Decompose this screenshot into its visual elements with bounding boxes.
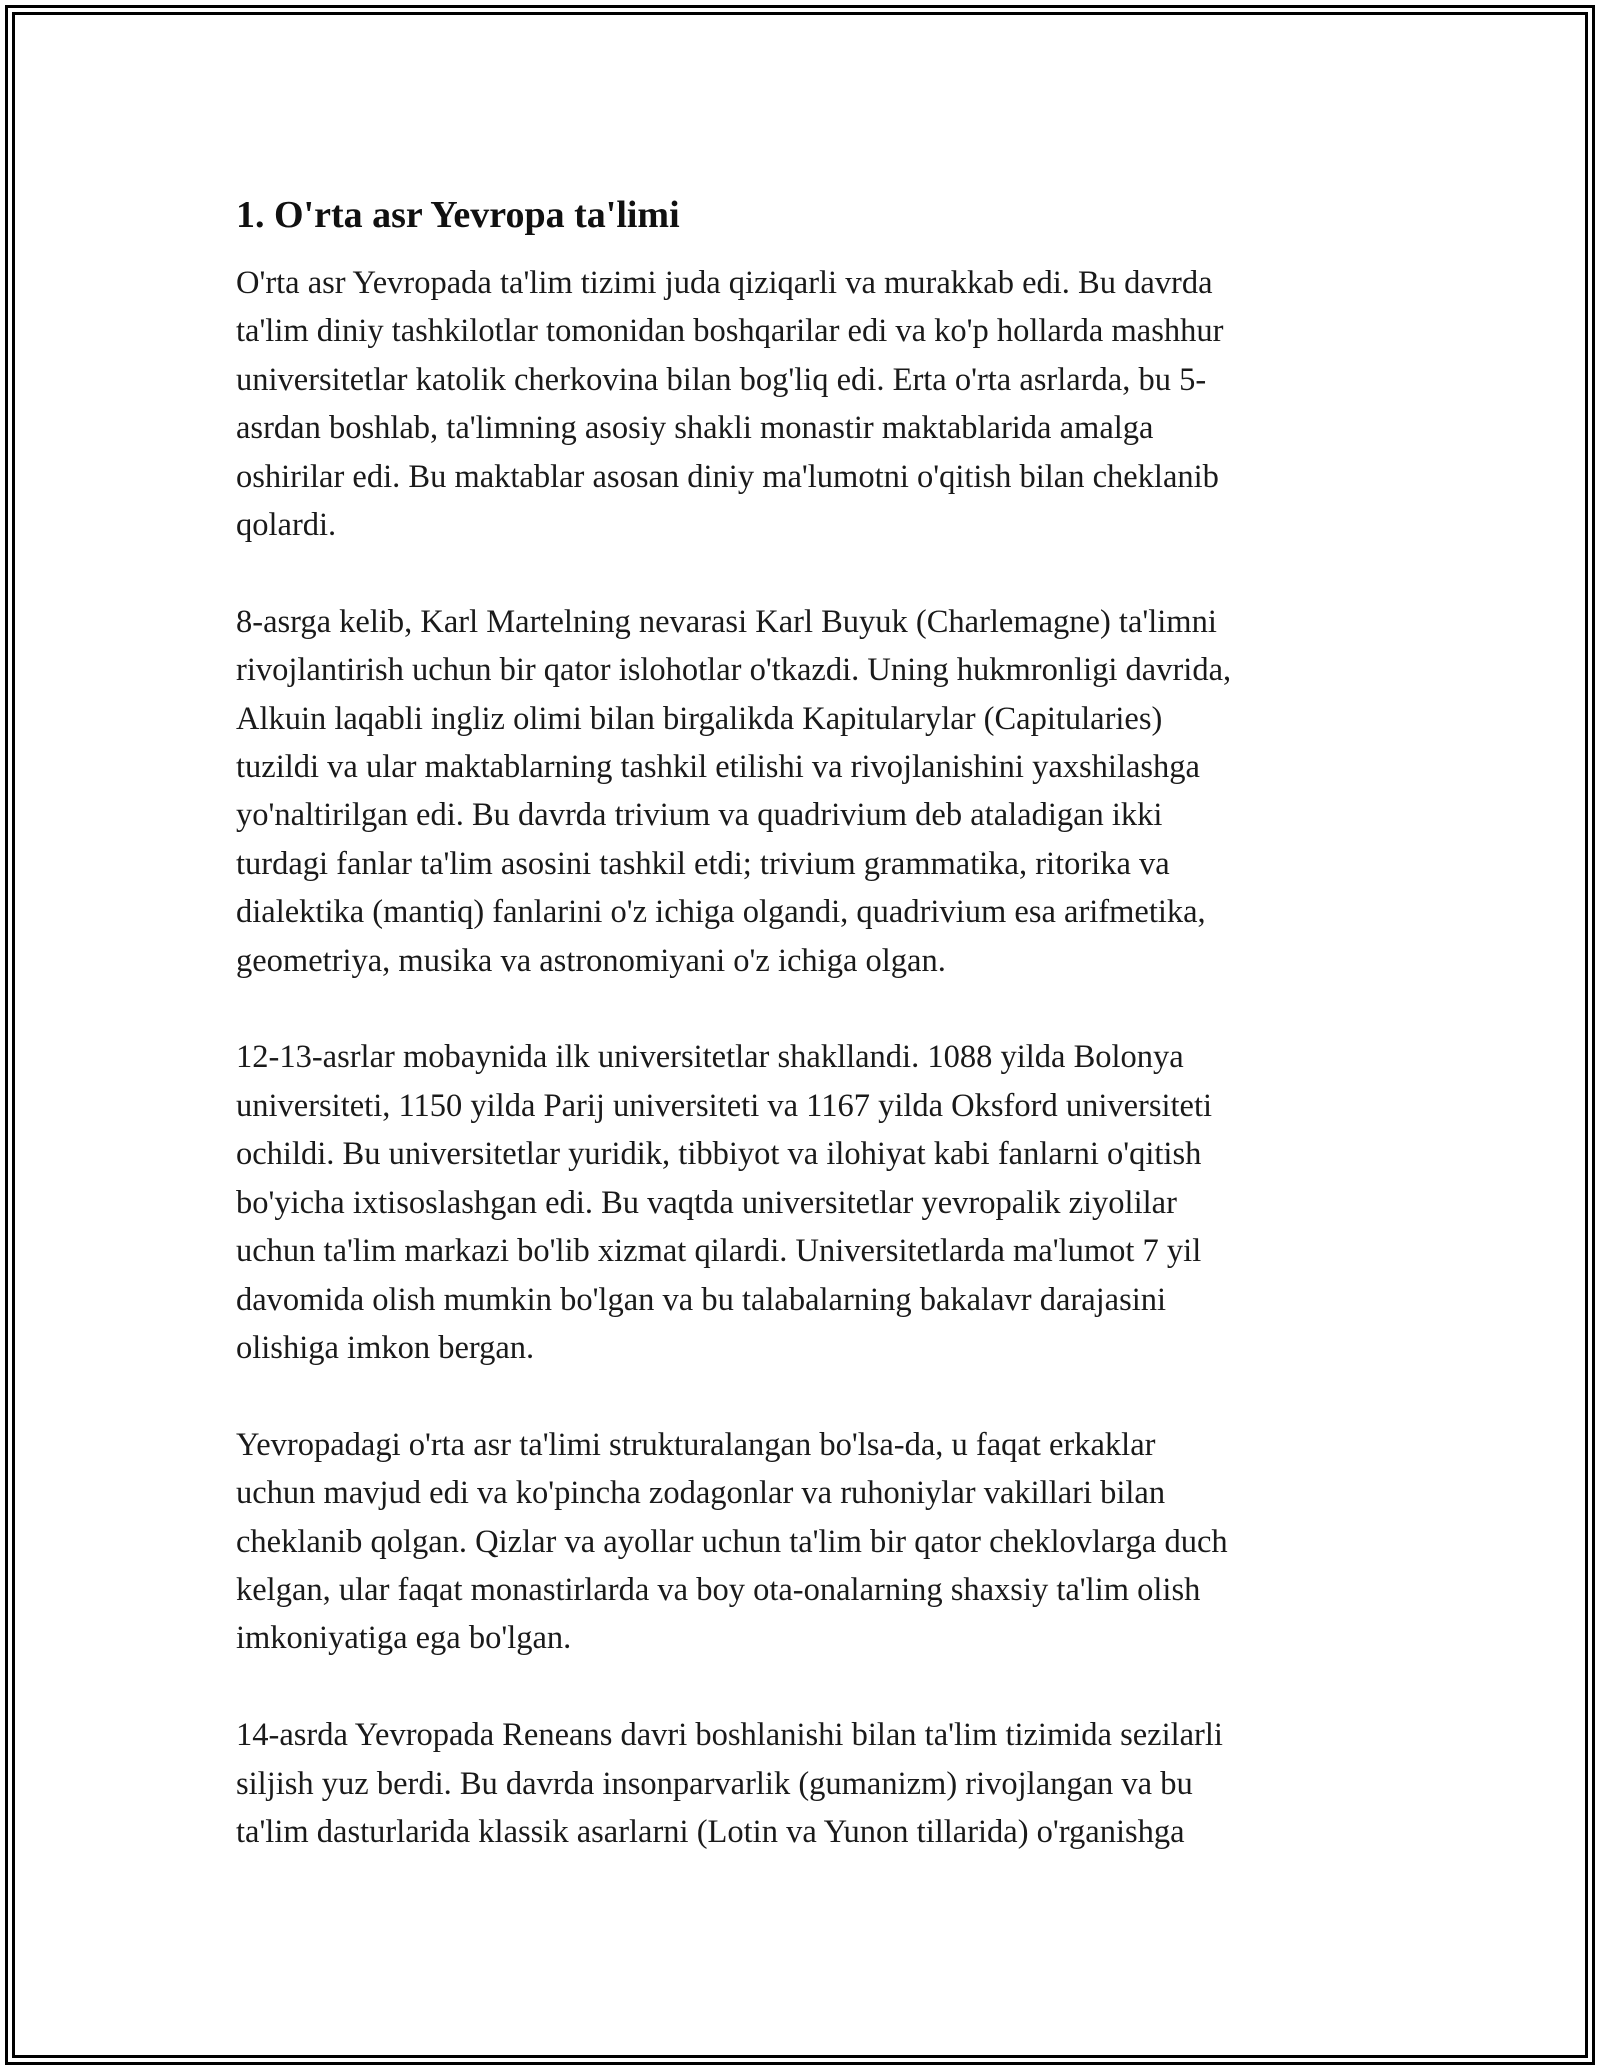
paragraph-line: 12-13-asrlar mobaynida ilk universitetlar shakllandi. 1088 yilda Bolonya: [236, 1039, 1184, 1076]
paragraph-line: universiteti, 1150 yilda Parij universiteti va 1167 yilda Oksford universiteti: [236, 1087, 1213, 1124]
paragraph-line: davomida olish mumkin bo'lgan va bu talabalarning bakalavr darajasini: [236, 1281, 1167, 1318]
paragraph: [236, 1711, 1376, 1856]
paragraph: [236, 598, 1376, 985]
paragraph-line: turdagi fanlar ta'lim asosini tashkil etdi; trivium grammatika, ritorika va: [236, 845, 1170, 882]
paragraph-line: uchun mavjud edi va ko'pincha zodagonlar va ruhoniylar vakillari bilan: [236, 1475, 1166, 1512]
paragraph: [236, 1033, 1376, 1372]
paragraph-line: ta'lim dasturlarida klassik asarlarni (Lotin va Yunon tillarida) o'rganishga: [236, 1813, 1185, 1850]
paragraph-line: geometriya, musika va astronomiyani o'z ichiga olgan.: [236, 942, 946, 979]
paragraph-line: oshirilar edi. Bu maktablar asosan diniy ma'lumotni o'qitish bilan cheklanib: [236, 458, 1219, 495]
paragraph: [236, 1421, 1376, 1663]
paragraph-line: asrdan boshlab, ta'limning asosiy shakli monastir maktablarida amalga: [236, 410, 1154, 447]
paragraph-line: ochildi. Bu universitetlar yuridik, tibbiyot va ilohiyat kabi fanlarni o'qitish: [236, 1136, 1202, 1173]
paragraph-line: imkoniyatiga ega bo'lgan.: [236, 1620, 572, 1657]
paragraph-line: siljish yuz berdi. Bu davrda insonparvarlik (gumanizm) rivojlangan va bu: [236, 1765, 1193, 1802]
paragraph-line: yo'naltirilgan edi. Bu davrda trivium va quadrivium deb ataladigan ikki: [236, 797, 1163, 834]
paragraph-line: bo'yicha ixtisoslashgan edi. Bu vaqtda universitetlar yevropalik ziyolilar: [236, 1184, 1177, 1221]
paragraph-line: Yevropadagi o'rta asr ta'limi strukturalangan bo'lsa-da, u faqat erkaklar: [236, 1426, 1156, 1463]
paragraph-line: uchun ta'lim markazi bo'lib xizmat qilardi. Universitetlarda ma'lumot 7 yil: [236, 1233, 1202, 1270]
paragraph-line: Alkuin laqabli ingliz olimi bilan birgalikda Kapitularylar (Capitularies): [236, 700, 1163, 737]
paragraph-line: rivojlantirish uchun bir qator islohotlar o'tkazdi. Uning hukmronligi davrida,: [236, 652, 1232, 689]
paragraph-line: universitetlar katolik cherkovina bilan bog'liq edi. Erta o'rta asrlarda, bu 5-: [236, 361, 1207, 398]
paragraph-line: kelgan, ular faqat monastirlarda va boy ota-onalarning shaxsiy ta'lim olish: [236, 1571, 1201, 1608]
paragraph-line: qolardi.: [236, 507, 337, 544]
document-body: [236, 189, 1376, 1905]
paragraph-line: O'rta asr Yevropada ta'lim tizimi juda qiziqarli va murakkab edi. Bu davrda: [236, 265, 1213, 301]
paragraph-list: [236, 259, 1376, 1856]
paragraph-line: 14-asrda Yevropada Reneans davri boshlanishi bilan ta'lim tizimida sezilarli: [236, 1717, 1223, 1754]
section-heading: 1. O'rta asr Yevropa ta'limi: [236, 194, 680, 236]
paragraph-line: 8-asrga kelib, Karl Martelning nevarasi Karl Buyuk (Charlemagne) ta'limni: [236, 603, 1217, 640]
paragraph-line: cheklanib qolgan. Qizlar va ayollar uchun ta'lim bir qator cheklovlarga duch: [236, 1523, 1228, 1560]
paragraph: [236, 259, 1376, 549]
paragraph-line: tuzildi va ular maktablarning tashkil etilishi va rivojlanishini yaxshilashga: [236, 749, 1200, 786]
paragraph-line: olishiga imkon bergan.: [236, 1329, 535, 1366]
paragraph-line: ta'lim diniy tashkilotlar tomonidan boshqarilar edi va ko'p hollarda mashhur: [236, 313, 1224, 350]
paragraph-line: dialektika (mantiq) fanlarini o'z ichiga olgandi, quadrivium esa arifmetika,: [236, 894, 1206, 931]
